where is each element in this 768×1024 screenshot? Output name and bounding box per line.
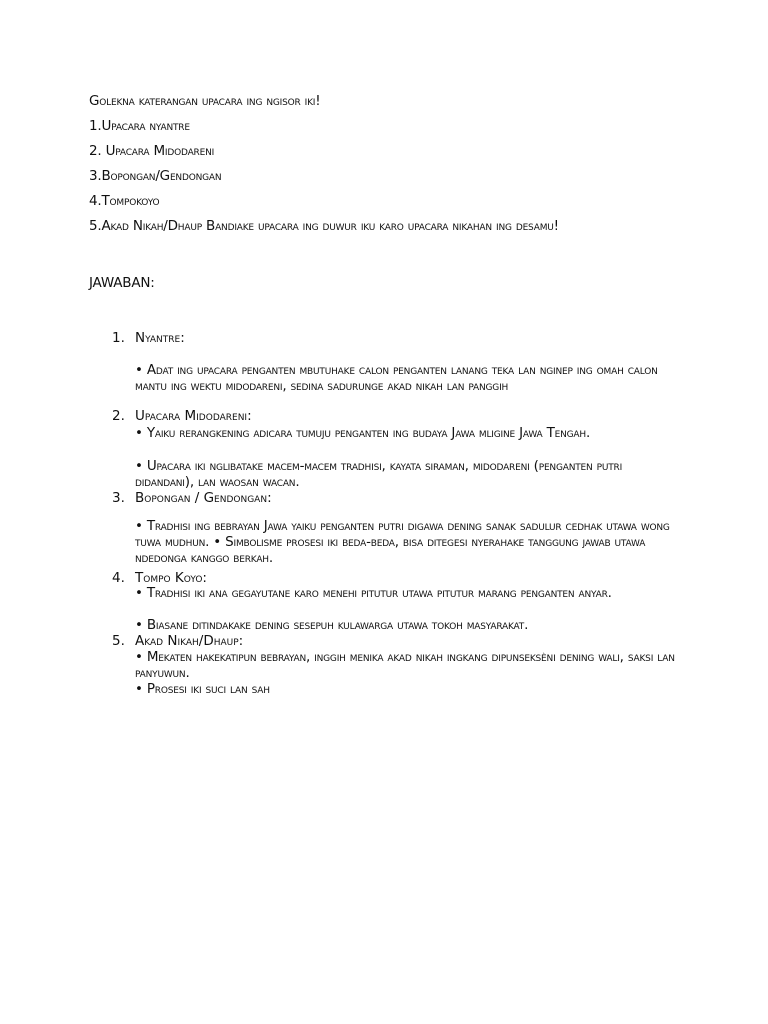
section-5-title: Akad Nikah/Dhaup: [135,633,244,649]
section-5-paragraph-1: • Mekaten hakekatipun bebrayan, inggih menika akad nikah ingkang dipunseksèni dening wali, saksi lan panyuwun. [135,649,675,681]
section-5-number: 5. [112,633,125,649]
question-item-5: 5.Akad Nikah/Dhaup Bandiake upacara ing duwur iku karo upacara nikahan ing desamu! [89,218,559,234]
section-2-number: 2. [112,408,125,424]
section-2-title: Upacara Midodareni: [135,408,252,424]
section-1-paragraph-1: • Adat ing upacara penganten mbutuhake calon penganten lanang teka lan nginep ing omah calon mantu ing wektu midodareni, sedina sadurunge akad nikah lan panggih [135,362,658,394]
section-3-number: 3. [112,490,125,506]
question-item-4: 4.Tompokoyo [89,193,160,209]
section-3-title: Bopongan / Gendongan: [135,490,272,506]
question-item-3: 3.Bopongan/Gendongan [89,168,222,184]
section-2-paragraph-2: • Upacara iki nglibatake macem-macem tradhisi, kayata siraman, midodareni (penganten putri didandani), lan waosan wacan. [135,458,623,490]
section-4-title: Tompo Koyo: [135,570,207,586]
section-2-paragraph-1: • Yaiku rerangkening adicara tumuju penganten ing budaya Jawa mligine Jawa Tengah. [135,425,591,441]
section-3-paragraph-1: • Tradhisi ing bebrayan Jawa yaiku penganten putri digawa dening sanak sadulur cedhak utawa wong tuwa mudhun. • Simbolisme prosesi iki beda-beda, bisa ditegesi nyerahake tanggung jawab utawa ndedonga kanggo berkah. [135,518,670,566]
question-item-1: 1.Upacara nyantre [89,118,190,134]
section-1-title: Nyantre: [135,330,185,346]
question-intro: Golekna katerangan upacara ing ngisor iki! [89,93,321,109]
section-4-paragraph-1: • Tradhisi iki ana gegayutane karo menehi pitutur utawa pitutur marang penganten anyar. [135,585,612,601]
section-4-paragraph-2: • Biasane ditindakake dening sesepuh kulawarga utawa tokoh masyarakat. [135,617,529,633]
question-item-2: 2. Upacara Midodareni [89,143,215,159]
answer-heading: JAWABAN: [89,275,155,291]
section-4-number: 4. [112,570,125,586]
section-5-paragraph-2: • Prosesi iki suci lan sah [135,681,270,697]
section-1-number: 1. [112,330,125,346]
